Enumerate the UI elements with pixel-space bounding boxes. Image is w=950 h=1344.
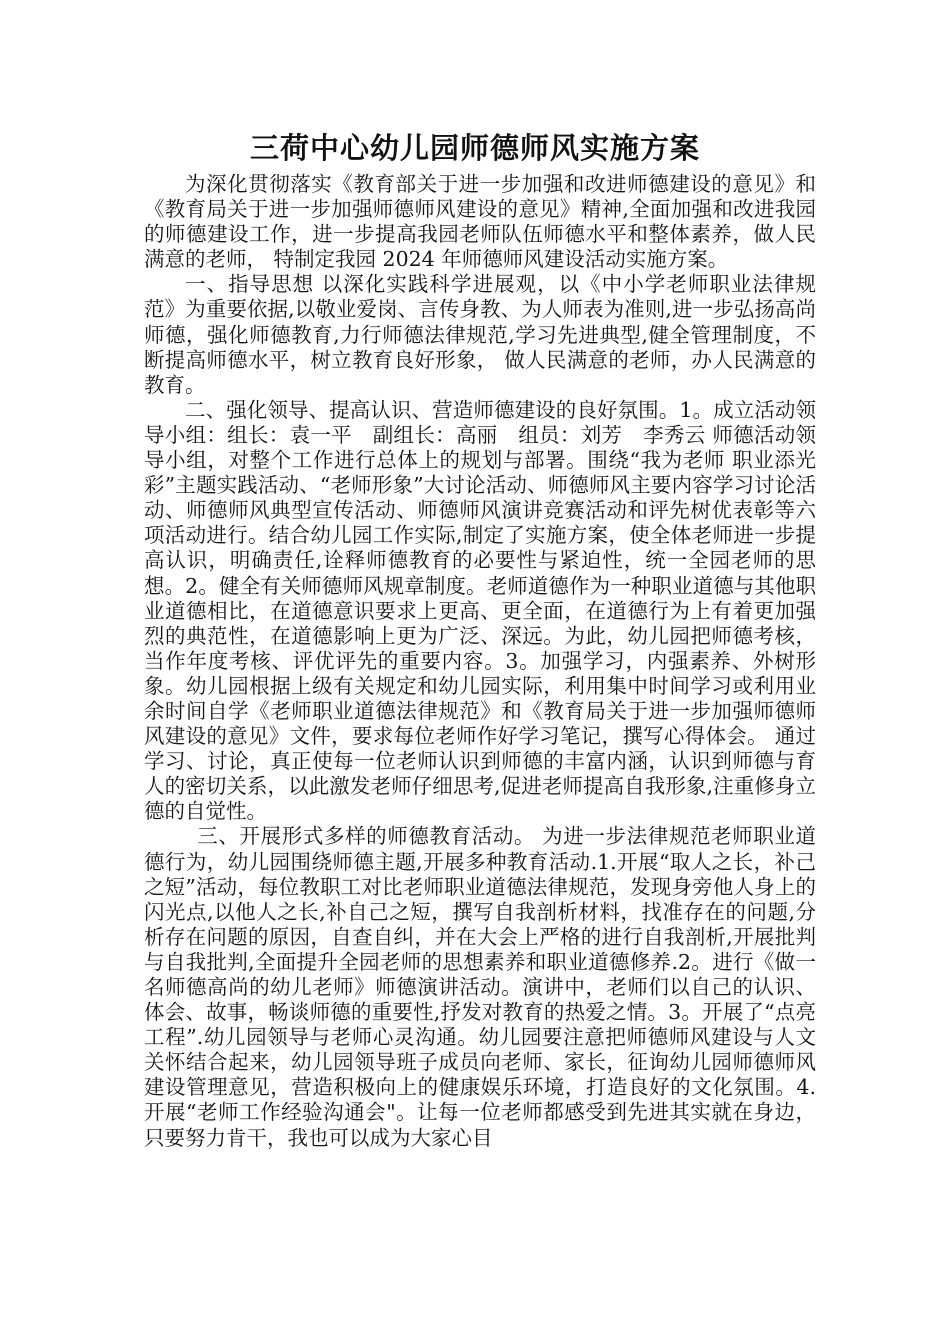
education-activities-paragraph: 三、开展形式多样的师德教育活动。 为进一步法律规范老师职业道德行为，幼儿园围绕师德主题,开展多种教育活动.1.开展“取人之长，补己之短”活动，每位教职工对比老师职业道德法律规范，发现身旁他人身上的闪光点,以他人之长,补自己之短，撰写自我剖析材料，找准存在的问题,分析存在问题的原因，自查自纠，并在大会上严格的进行自我剖析,开展批判与自我批判,全面提升全园老师的思想素养和职业道德修养.2。进行《做一名师德高尚的幼儿老师》师德演讲活动。演讲中，老师们以自己的认识、体会、故事，畅谈师德的重要性,抒发对教育的热爱之情。3。开展了“点亮工程”.幼儿园领导与老师心灵沟通。幼儿园要注意把师德师风建设与人文关怀结合起来，幼儿园领导班子成员向老师、家长，征询幼儿园师德师风建设管理意见，营造积极向上的健康娱乐环境，打造良好的文化氛围。4.开展“老师工作经验沟通会"。让每一位老师都感受到先进其实就在身边， 只要努力肯干，我也可以成为大家心目	[144, 824, 816, 1150]
leadership-paragraph: 二、强化领导、提高认识、营造师德建设的良好氛围。1。成立活动领导小组：组长：袁一平 副组长：高丽 组员：刘芳 李秀云 师德活动领导小组，对整个工作进行总体上的规划与部署。围绕“我为老师 职业添光彩”主题实践活动、“老师形象”大讨论活动、师德师风主要内容学习讨论活动、师德师风典型宣传活动、师德师风演讲竞赛活动和评先树优表彰等六项活动进行。结合幼儿园工作实际,制定了实施方案，使全体老师进一步提高认识，明确责任,诠释师德教育的必要性与紧迫性，统一全园老师的思想。2。健全有关师德师风规章制度。老师道德作为一种职业道德与其他职业道德相比，在道德意识要求上更高、更全面，在道德行为上有着更加强烈的典范性，在道德影响上更为广泛、深远。为此，幼儿园把师德考核，当作年度考核、评优评先的重要内容。3。加强学习，内强素养、外树形象。幼儿园根据上级有关规定和幼儿园实际，利用集中时间学习或利用业余时间自学《老师职业道德法律规范》和《教育局关于进一步加强师德师风建设的意见》文件，要求每位老师作好学习笔记，撰写心得体会。 通过学习、讨论，真正使每一位老师认识到师德的丰富内涵，认识到师德与育人的密切关系，以此激发老师仔细思考,促进老师提高自我形象,注重修身立德的自觉性。	[144, 397, 816, 824]
intro-paragraph: 为深化贯彻落实《教育部关于进一步加强和改进师德建设的意见》和《教育局关于进一步加强师德师风建设的意见》精神,全面加强和改进我园的师德建设工作，进一步提高我园老师队伍师德水平和整体素养，做人民满意的老师， 特制定我园 2024 年师德师风建设活动实施方案。	[144, 172, 816, 272]
document-title: 三荷中心幼儿园师德师风实施方案	[249, 131, 700, 165]
guiding-ideology-paragraph: 一、指导思想 以深化实践科学进展观，以《中小学老师职业法律规范》为重要依据,以敬业爱岗、言传身教、为人师表为准则,进一步弘扬高尚师德，强化师德教育,力行师德法律规范,学习先进典型,健全管理制度，不断提高师德水平，树立教育良好形象， 做人民满意的老师，办人民满意的教育。	[144, 272, 816, 397]
document-body	[144, 172, 816, 1151]
